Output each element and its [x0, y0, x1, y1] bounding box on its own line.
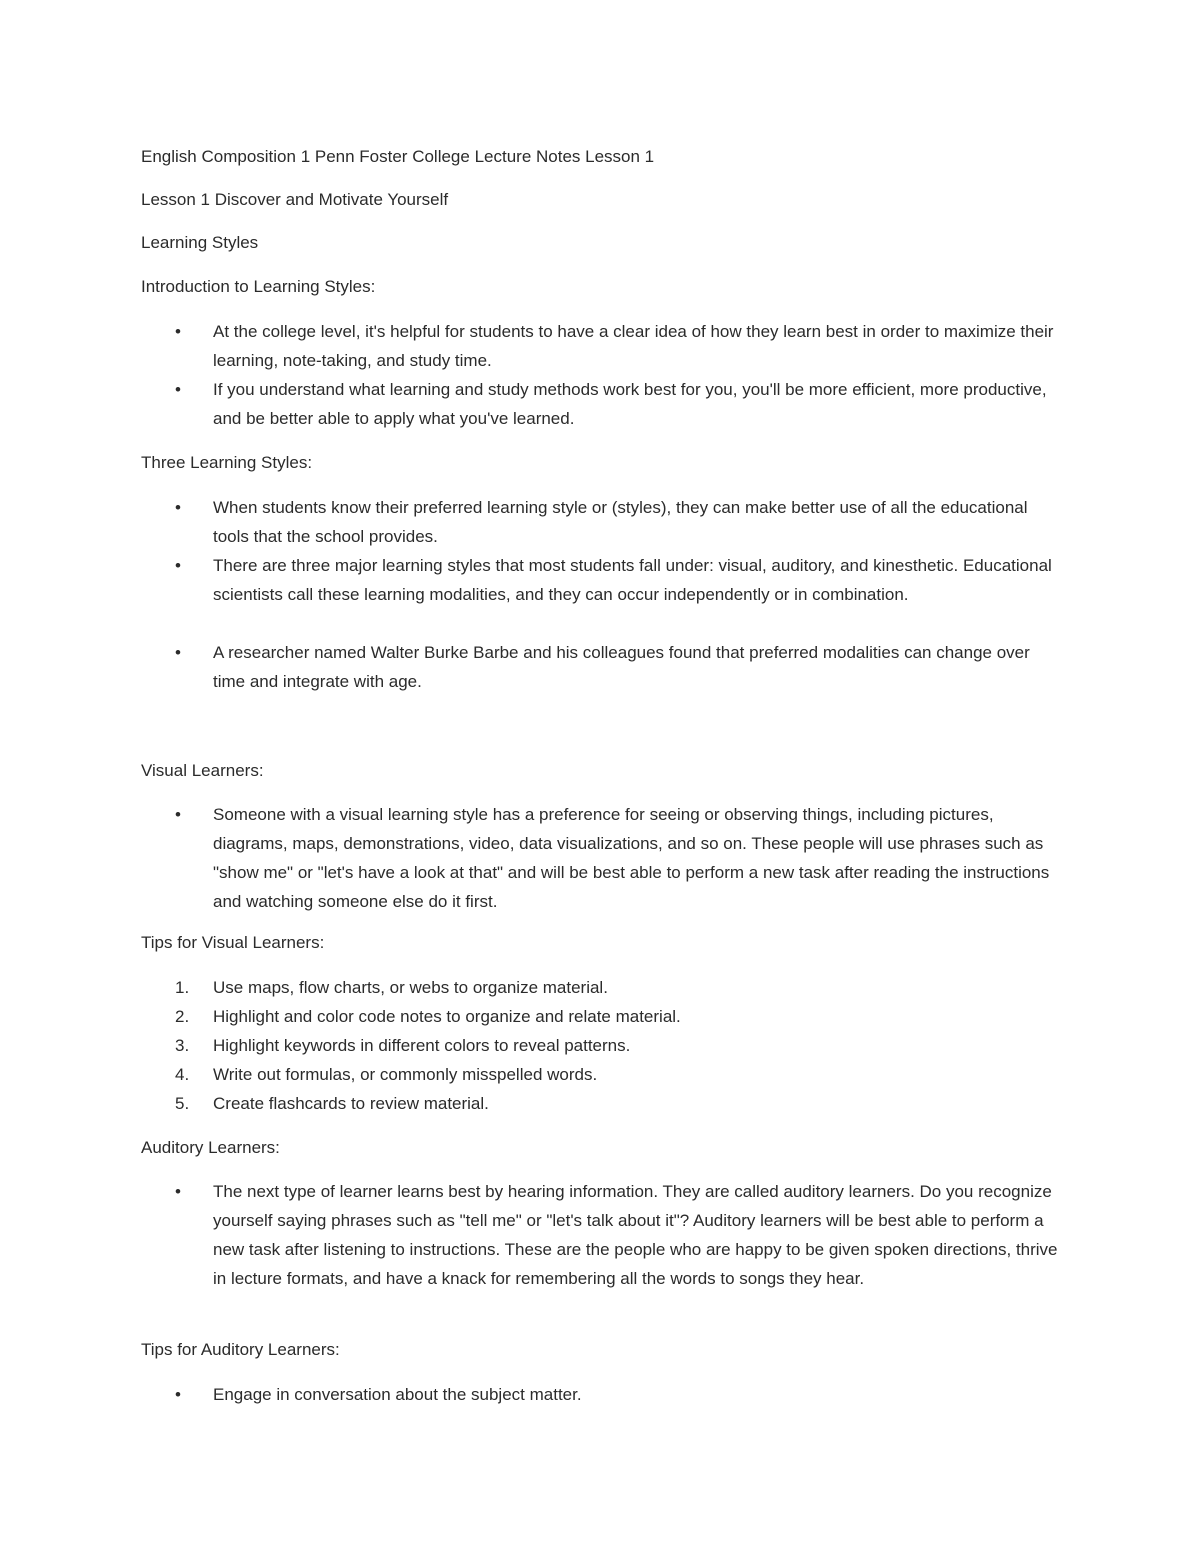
- tips-auditory-bullet: [141, 1380, 1071, 1409]
- bullet-marker: •: [175, 805, 181, 824]
- tips-visual-item: [141, 973, 1071, 1002]
- tips-visual-item: [141, 1002, 1071, 1031]
- heading-three-learning-styles: Three Learning Styles:: [141, 453, 313, 472]
- bullet-text: There are three major learning styles that most students fall under: visual, auditory, and kinesthetic. Educational scientists call these learning modalities, and they can occur independently or in combination.: [213, 556, 1052, 604]
- tips-visual-item: [141, 1060, 1071, 1089]
- list-number: 5.: [175, 1094, 190, 1113]
- list-text: Create flashcards to review material.: [213, 1094, 489, 1113]
- list-number: 3.: [175, 1036, 190, 1055]
- tips-visual-item: [141, 1089, 1071, 1118]
- list-text: Use maps, flow charts, or webs to organize material.: [213, 978, 608, 997]
- intro-bullet: [141, 317, 1071, 375]
- auditory-bullet: [141, 1177, 1071, 1293]
- bullet-marker: •: [175, 380, 181, 399]
- bullet-marker: •: [175, 322, 181, 341]
- three-styles-bullet: [141, 551, 1071, 609]
- bullet-marker: •: [175, 1385, 181, 1404]
- three-styles-bullet: [141, 493, 1071, 551]
- heading-learning-styles: Learning Styles: [141, 233, 259, 252]
- heading-auditory-learners: Auditory Learners:: [141, 1138, 280, 1157]
- heading-tips-auditory: Tips for Auditory Learners:: [141, 1340, 340, 1359]
- bullet-marker: •: [175, 498, 181, 517]
- list-text: Write out formulas, or commonly misspelled words.: [213, 1065, 598, 1084]
- bullet-marker: •: [175, 643, 181, 662]
- lesson-title: Lesson 1 Discover and Motivate Yourself: [141, 190, 449, 209]
- bullet-text: If you understand what learning and study methods work best for you, you'll be more efficient, more productive, and be better able to apply what you've learned.: [213, 380, 1047, 428]
- heading-introduction: Introduction to Learning Styles:: [141, 277, 376, 296]
- list-text: Highlight and color code notes to organize and relate material.: [213, 1007, 681, 1026]
- bullet-text: At the college level, it's helpful for students to have a clear idea of how they learn best in order to maximize their learning, note-taking, and study time.: [213, 322, 1054, 370]
- bullet-text: Engage in conversation about the subject matter.: [213, 1385, 582, 1404]
- list-number: 4.: [175, 1065, 190, 1084]
- tips-visual-item: [141, 1031, 1071, 1060]
- list-number: 1.: [175, 978, 190, 997]
- list-number: 2.: [175, 1007, 190, 1026]
- bullet-text: The next type of learner learns best by hearing information. They are called auditory learners. Do you recognize yourself saying phrases such as "tell me" or "let's talk about it"? Auditory learners will be best able to perform a new task after listening to instructions. These are the people who are happy to be given spoken directions, thrive in lecture formats, and have a knack for remembering all the words to songs they hear.: [213, 1182, 1058, 1288]
- three-styles-bullet: [141, 638, 1071, 696]
- bullet-marker: •: [175, 556, 181, 575]
- document-title: English Composition 1 Penn Foster College Lecture Notes Lesson 1: [141, 147, 655, 166]
- bullet-text: A researcher named Walter Burke Barbe and his colleagues found that preferred modalities can change over time and integrate with age.: [213, 643, 1030, 691]
- heading-tips-visual: Tips for Visual Learners:: [141, 933, 325, 952]
- visual-bullet: [141, 800, 1071, 916]
- bullet-text: When students know their preferred learning style or (styles), they can make better use of all the educational tools that the school provides.: [213, 498, 1028, 546]
- list-text: Highlight keywords in different colors to reveal patterns.: [213, 1036, 631, 1055]
- intro-bullet: [141, 375, 1071, 433]
- bullet-text: Someone with a visual learning style has a preference for seeing or observing things, including pictures, diagrams, maps, demonstrations, video, data visualizations, and so on. These people will use phrases such as "show me" or "let's have a look at that" and will be best able to perform a new task after reading the instructions and watching someone else do it first.: [213, 805, 1050, 911]
- heading-visual-learners: Visual Learners:: [141, 761, 264, 780]
- bullet-marker: •: [175, 1182, 181, 1201]
